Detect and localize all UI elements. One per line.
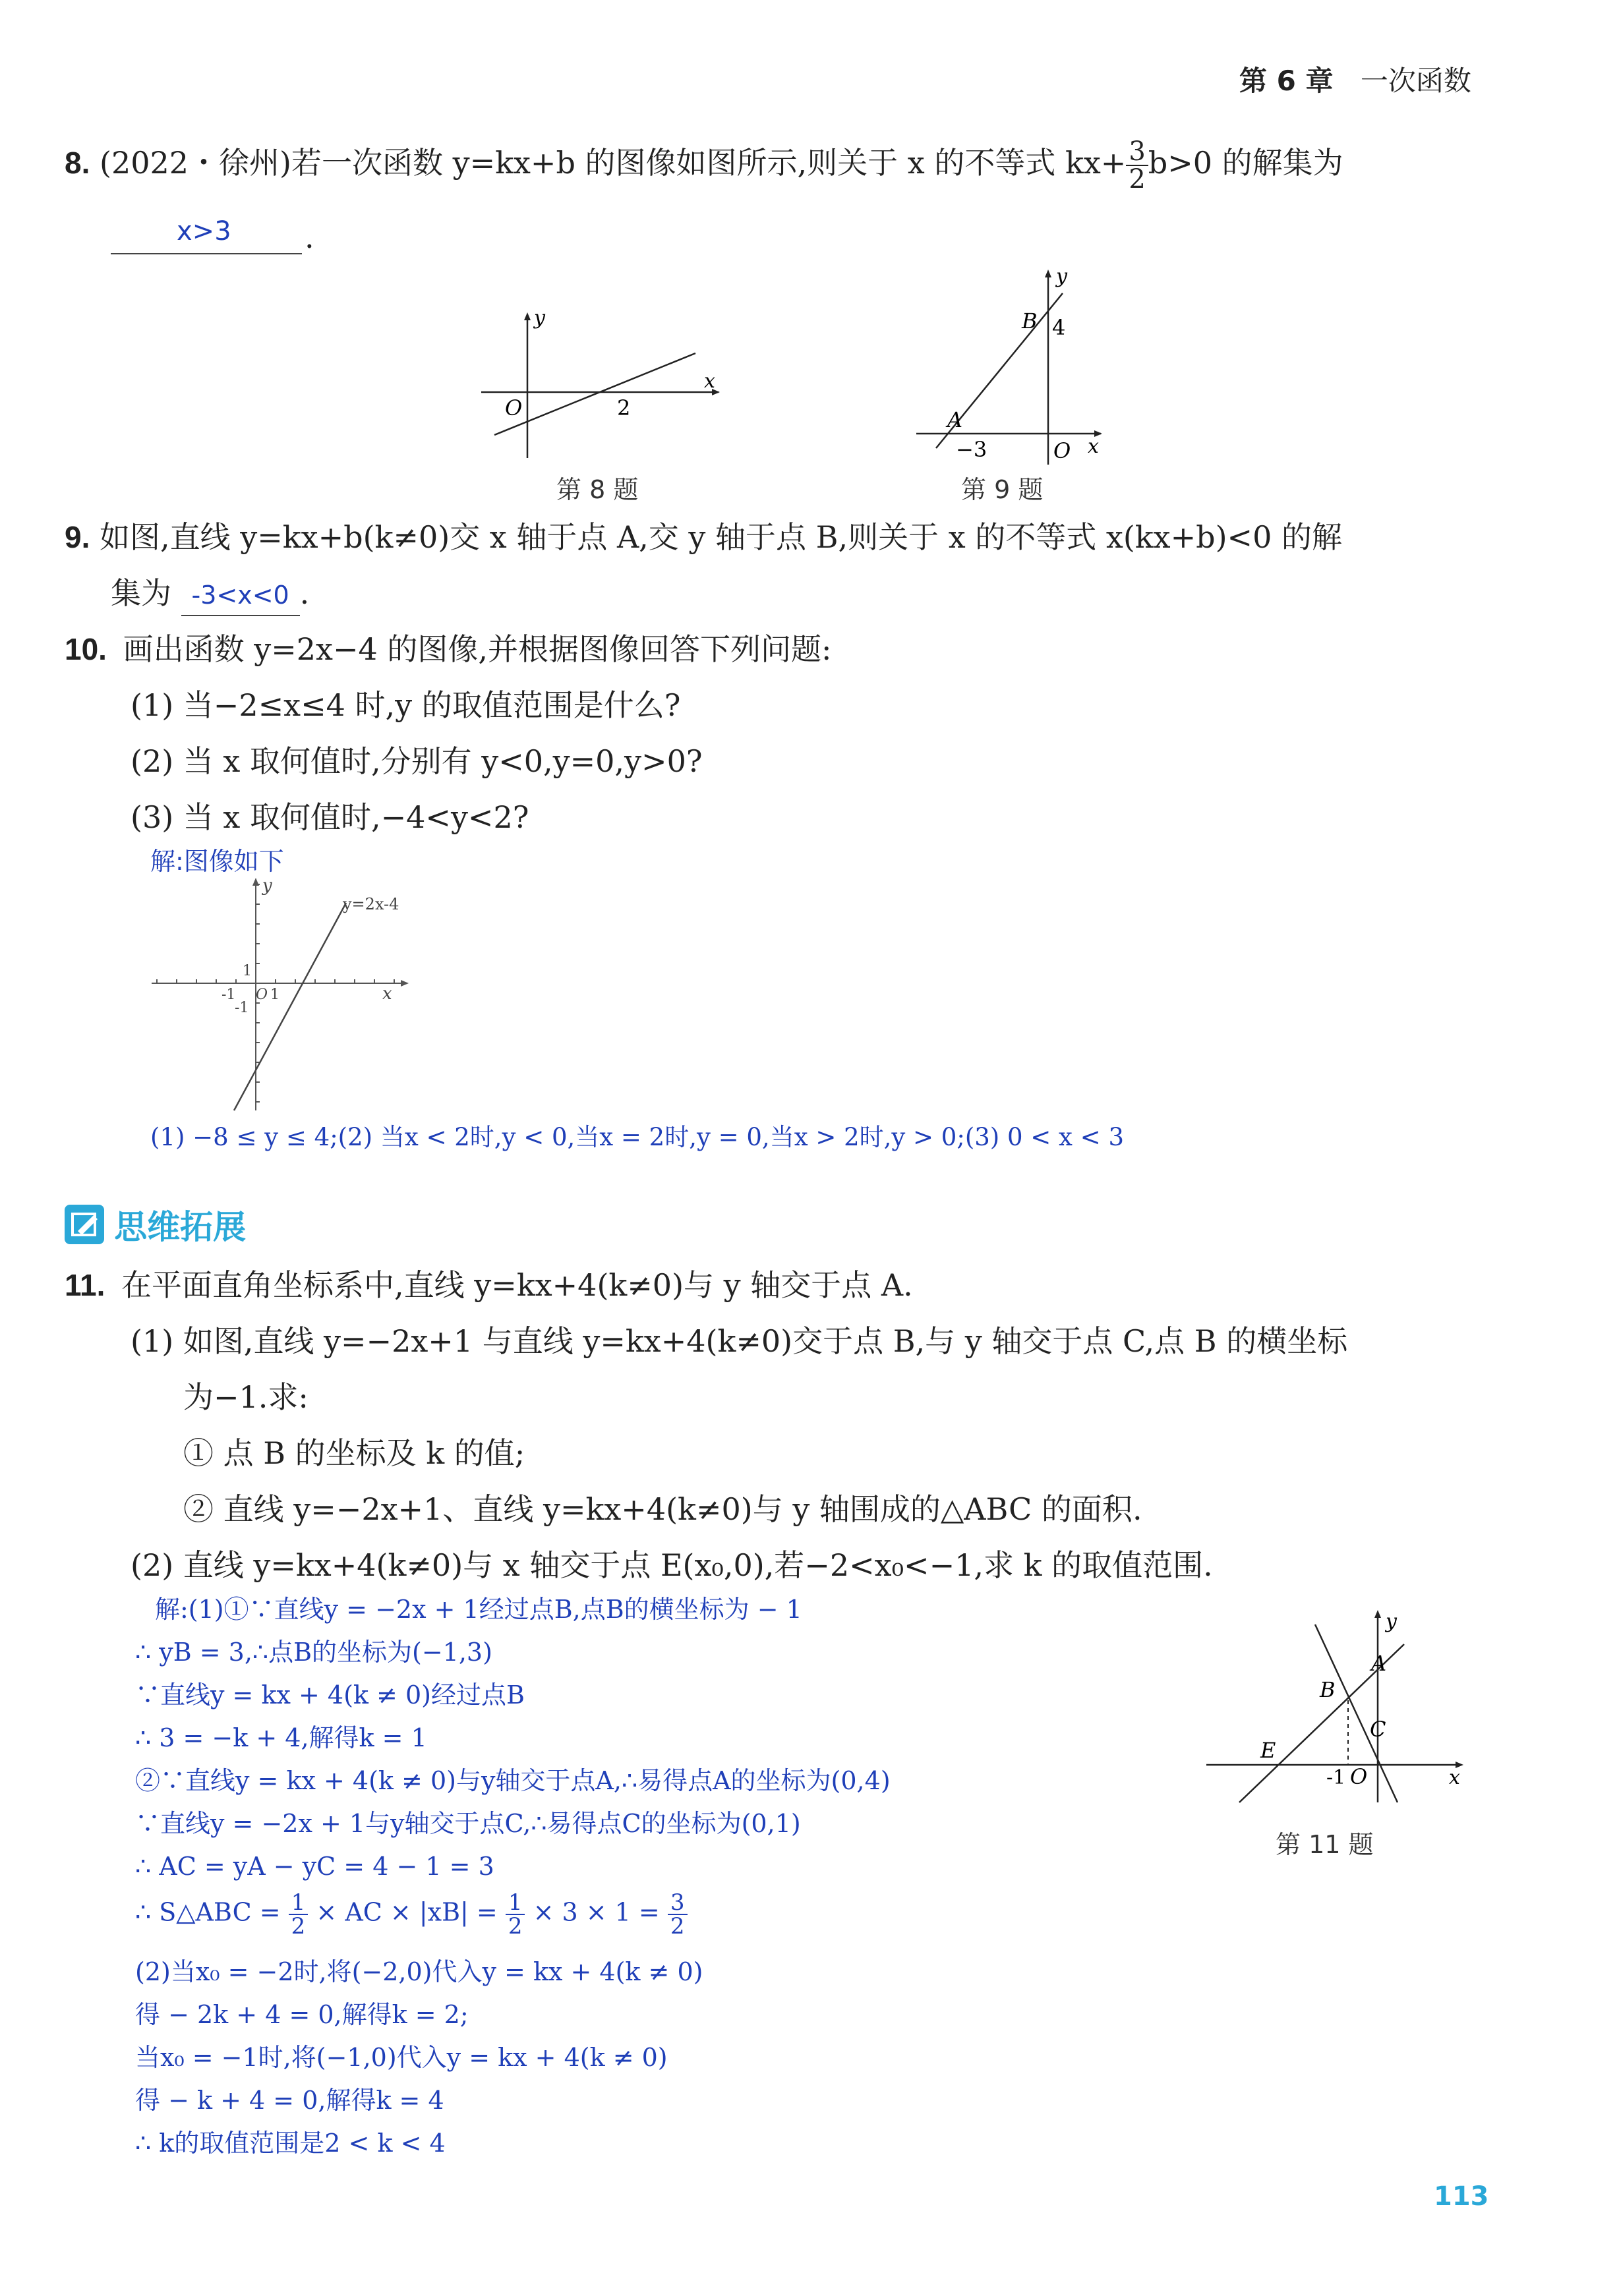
chapter-title: 一次函数 (1360, 65, 1471, 97)
q10-number: 10. (65, 632, 107, 666)
q9-line1 (65, 517, 1342, 557)
fig9-neg3: −3 (956, 437, 987, 462)
fig9-a: A (947, 407, 963, 432)
q9-line2 (111, 573, 309, 616)
sol-line: ∴ yB = 3,∴点B的坐标为(−1,3) (135, 1638, 492, 1667)
sol-line: 当x₀ = −1时,将(−1,0)代入y = kx + 4(k ≠ 0) (135, 2043, 668, 2072)
q11-part1-line2: 为−1.求: (183, 1379, 309, 1415)
sol-line: ∵直线y = kx + 4(k ≠ 0)经过点B (135, 1680, 525, 1709)
sol-line: 得 − 2k + 4 = 0,解得k = 2; (135, 2000, 469, 2029)
fig9-b: B (1022, 308, 1038, 333)
fig11-origin: O (1350, 1764, 1368, 1789)
fig8-x-label: x (704, 370, 715, 393)
q8-text-a: (2022・徐州)若一次函数 y=kx+b 的图像如图所示,则关于 x 的不等式 kx+ (100, 145, 1127, 181)
q11-area-line: ∴ S△ABC = $\frac{1}{2}$ × AC × |xB| = $\frac{1}{2}$ × 3 × 1 = $\frac{3}{2}$ (135, 1891, 688, 1937)
section-title: 思维拓展 (114, 1208, 247, 1246)
sol-line: ∴ 3 = −k + 4,解得k = 1 (135, 1723, 427, 1752)
q11-part2: (2) 直线 y=kx+4(k≠0)与 x 轴交于点 E(x₀,0),若−2<x₀<−1,求 k 的取值范围. (131, 1547, 1213, 1583)
q8-stem (65, 138, 1343, 192)
q10-part3: (3) 当 x 取何值时,−4<y<2? (131, 799, 529, 835)
fig9-y-label: y (1056, 267, 1067, 288)
q10-part1: (1) 当−2≤x≤4 时,y 的取值范围是什么? (131, 687, 681, 723)
q10g-one-x: 1 (270, 987, 280, 1003)
sol-line: (2)当x₀ = −2时,将(−2,0)代入y = kx + 4(k ≠ 0) (135, 1957, 703, 1986)
q9-number: 9. (65, 520, 90, 554)
q10g-origin: O (256, 987, 268, 1003)
q10g-neg1-y: -1 (235, 1000, 249, 1016)
q10g-y-label: y (262, 876, 272, 896)
q10g-one-y: 1 (243, 963, 252, 979)
q9-text: 如图,直线 y=kx+b(k≠0)交 x 轴于点 A,交 y 轴于点 B,则关于 x 的不等式 x(kx+b)<0 的解 (100, 519, 1342, 555)
q10g-line-label: y=2x-4 (343, 895, 399, 913)
q10-stem (65, 629, 832, 669)
figure-11 (1200, 1605, 1477, 1822)
q10-part2: (2) 当 x 取何值时,分别有 y<0,y=0,y>0? (131, 743, 703, 779)
q11-text: 在平面直角坐标系中,直线 y=kx+4(k≠0)与 y 轴交于点 A. (121, 1267, 913, 1303)
fig11-caption: 第 11 题 (1276, 1830, 1374, 1859)
q9-prefix: 集为 (111, 575, 171, 611)
fig11-e: E (1260, 1738, 1276, 1763)
q10-graph (145, 876, 422, 1114)
section-icon (65, 1205, 104, 1244)
fig11-y-label: y (1386, 1610, 1397, 1633)
q8-answer: x>3 (177, 216, 231, 246)
q11-stem (65, 1265, 913, 1305)
chapter-header (1239, 59, 1471, 99)
q11-number: 11. (65, 1268, 105, 1302)
sol-line: ∵直线y = −2x + 1与y轴交于点C,∴易得点C的坐标为(0,1) (135, 1809, 801, 1838)
q10g-x-label: x (382, 984, 392, 1004)
chapter-number: 第 6 章 (1239, 65, 1334, 97)
section-header (65, 1201, 247, 1246)
fig9-x-label: x (1088, 435, 1099, 458)
q10-solution-intro: 解:图像如下 (150, 847, 284, 876)
fig9-four: 4 (1052, 315, 1066, 340)
fig8-y-label: y (534, 306, 545, 330)
q11-part1-line1: (1) 如图,直线 y=−2x+1 与直线 y=kx+4(k≠0)交于点 B,与 y 轴交于点 C,点 B 的横坐标 (131, 1323, 1348, 1359)
fig11-c: C (1370, 1717, 1386, 1742)
fig11-b: B (1320, 1677, 1336, 1702)
q10-answer: (1) −8 ≤ y ≤ 4;(2) 当x < 2时,y < 0,当x = 2时,y = 0,当x > 2时,y > 0;(3) 0 < x < 3 (150, 1123, 1124, 1151)
q8-text-b: b>0 的解集为 (1148, 145, 1343, 181)
fig8-caption: 第 8 题 (556, 475, 639, 504)
q9-answer-blank (181, 573, 300, 616)
figure-8 (475, 303, 725, 474)
q9-answer: -3<x<0 (191, 581, 289, 610)
sol-line: 得 − k + 4 = 0,解得k = 4 (135, 2086, 444, 2115)
sol-line: 解:(1)①∵直线y = −2x + 1经过点B,点B的横坐标为 − 1 (155, 1595, 802, 1624)
q8-answer-blank (111, 212, 302, 254)
q10-text: 画出函数 y=2x−4 的图像,并根据图像回答下列问题: (123, 631, 832, 667)
q8-fraction: $\frac{3}{2}$ (1126, 138, 1148, 192)
fig8-two: 2 (617, 395, 631, 420)
q11-solution-block2 (135, 1951, 703, 2165)
q11-solution-block1 (135, 1588, 891, 1888)
sol-line: ②∵直线y = kx + 4(k ≠ 0)与y轴交于点A,∴易得点A的坐标为(0,4) (135, 1766, 891, 1795)
fig8-origin: O (505, 395, 523, 420)
q9-period: . (299, 575, 310, 611)
page-number: 113 (1434, 2181, 1489, 2212)
q11-sub1: ① 点 B 的坐标及 k 的值; (183, 1435, 525, 1471)
fig11-a: A (1371, 1651, 1387, 1676)
q8-period: . (305, 219, 314, 255)
fig9-caption: 第 9 题 (961, 475, 1044, 504)
q8-number: 8. (65, 146, 90, 180)
q10g-neg1-x: -1 (221, 987, 236, 1003)
fig9-origin: O (1053, 438, 1071, 463)
q11-sub2: ② 直线 y=−2x+1、直线 y=kx+4(k≠0)与 y 轴围成的△ABC 的面积. (183, 1491, 1142, 1527)
sol-line: ∴ k的取值范围是2 < k < 4 (135, 2129, 446, 2158)
sol-line: ∴ AC = yA − yC = 4 − 1 = 3 (135, 1852, 494, 1881)
figure-9 (910, 267, 1107, 471)
fig11-neg1: -1 (1326, 1766, 1346, 1789)
fig11-x-label: x (1449, 1766, 1460, 1789)
